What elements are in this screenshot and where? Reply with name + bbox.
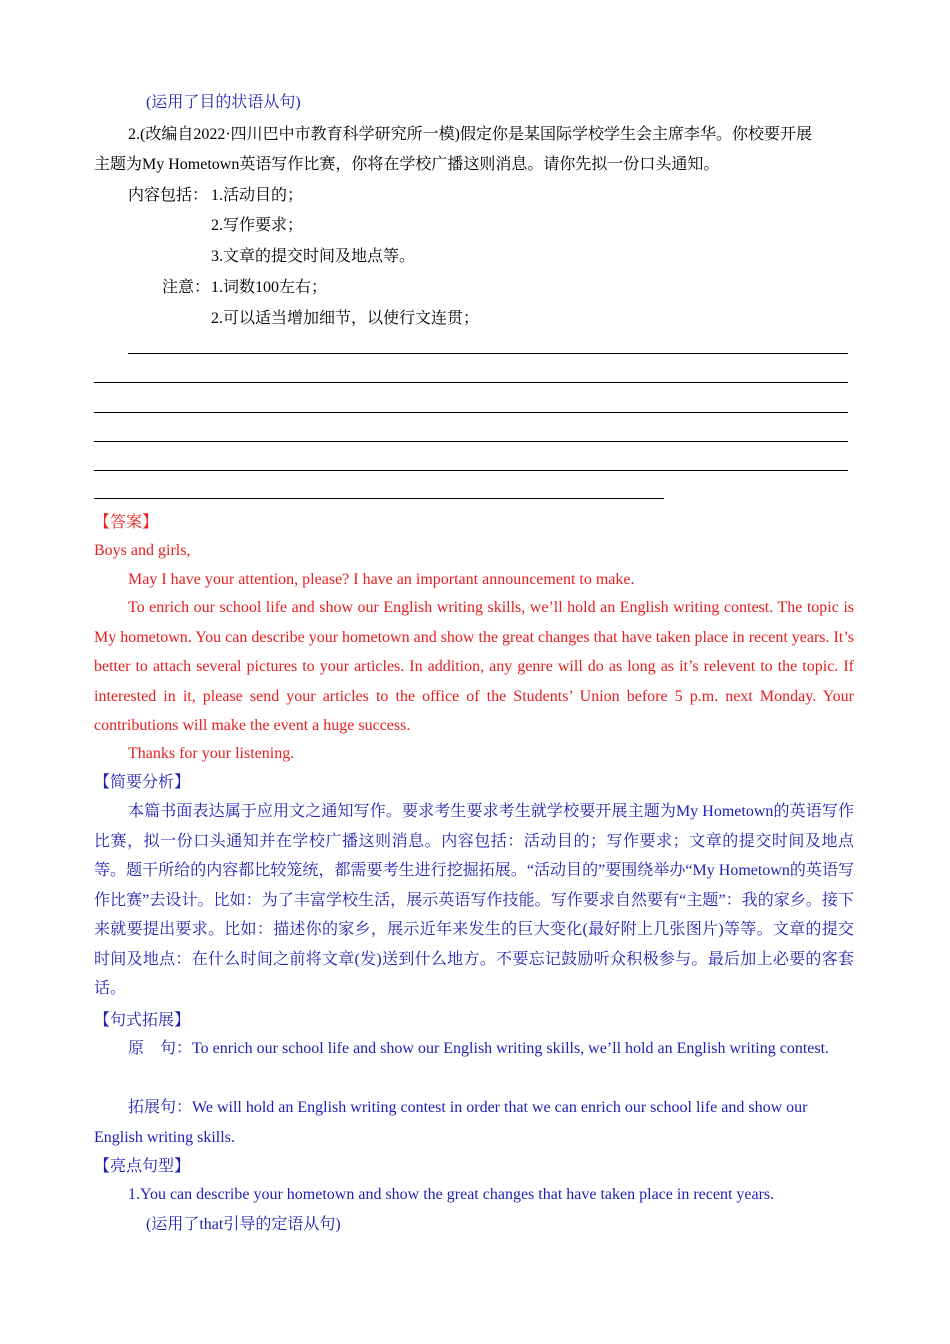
note-label: 注意： [162,279,211,296]
original-label: 原 句： [128,1040,193,1057]
answer-paragraph-1: May I have your attention, please? I have an important announcement to make. [128,571,635,588]
answer-blank-line [94,470,848,471]
content-label: 内容包括： [128,187,209,204]
answer-heading: 【答案】 [94,514,159,531]
note-item-2: 2.可以适当增加细节，以使行文连贯； [211,310,480,327]
answer-blank-line [94,412,848,413]
highlight-item-1: 1.You can describe your hometown and show the great changes that have taken place in recent years. [128,1186,775,1203]
question-line-1: 2.(改编自2022·四川巴中市教育科学研究所一模)假定你是某国际学校学生会主席李华。你校要开展 [128,126,812,143]
answer-blank-line [94,498,664,499]
original-text: To enrich our school life and show our English writing skills, we’ll hold an English writing contest. [192,1040,830,1057]
analysis-heading: 【简要分析】 [94,774,191,791]
question-line-2: 主题为My Hometown英语写作比赛，你将在学校广播这则消息。请你先拟一份口头通知。 [94,156,720,173]
note-item-1: 1.词数100左右； [211,279,328,296]
sentence-expansion-heading: 【句式拓展】 [94,1012,191,1029]
answer-greeting: Boys and girls, [94,542,191,559]
content-item-2: 2.写作要求； [211,217,304,234]
answer-blank-line [94,441,848,442]
top-note: (运用了目的状语从句) [146,94,301,111]
expanded-label: 拓展句： [128,1099,193,1116]
answer-paragraph-3: Thanks for your listening. [128,745,295,762]
content-item-3: 3.文章的提交时间及地点等。 [211,248,416,265]
highlight-note-1: (运用了that引导的定语从句) [146,1216,341,1233]
answer-paragraph-2: To enrich our school life and show our English writing skills, we’ll hold an English writing contest. The topic is My hometown. You can describe your hometown and show the great changes that have taken place in recent years. It’s better to attach several pictures to your articles. In addition, any genre will do as long as it’s relevent to the topic. If interested in it, please send your articles to the office of the Students’ Union before 5 p.m. next Monday. Your contributions will make the event a huge success. [94,599,854,734]
original-sentence [94,1034,854,1064]
analysis-text: 本篇书面表达属于应用文之通知写作。要求考生要求考生就学校要开展主题为My Hometown的英语写作比赛，拟一份口头通知并在学校广播这则消息。内容包括：活动目的；写作要求；文章的提交时间及地点等。题干所给的内容都比较笼统，都需要考生进行挖掘拓展。“活动目的”要围绕举办“My Hometown的英语写作比赛”去设计。比如：为了丰富学校生活，展示英语写作技能。写作要求自然要有“主题”：我的家乡。接下来就要提出要求。比如：描述你的家乡，展示近年来发生的巨大变化(最好附上几张图片)等等。文章的提交时间及地点：在什么时间之前将文章(发)送到什么地方。不要忘记鼓励听众积极参与。最后加上必要的客套话。 [94,803,854,997]
expanded-sentence [94,1093,854,1152]
highlights-heading: 【亮点句型】 [94,1158,191,1175]
expanded-text: We will hold an English writing contest in order that we can enrich our school life and show our English writing skills. [94,1099,808,1146]
answer-blank-line [128,353,848,354]
content-item-1: 1.活动目的； [211,187,304,204]
answer-blank-line [94,382,848,383]
